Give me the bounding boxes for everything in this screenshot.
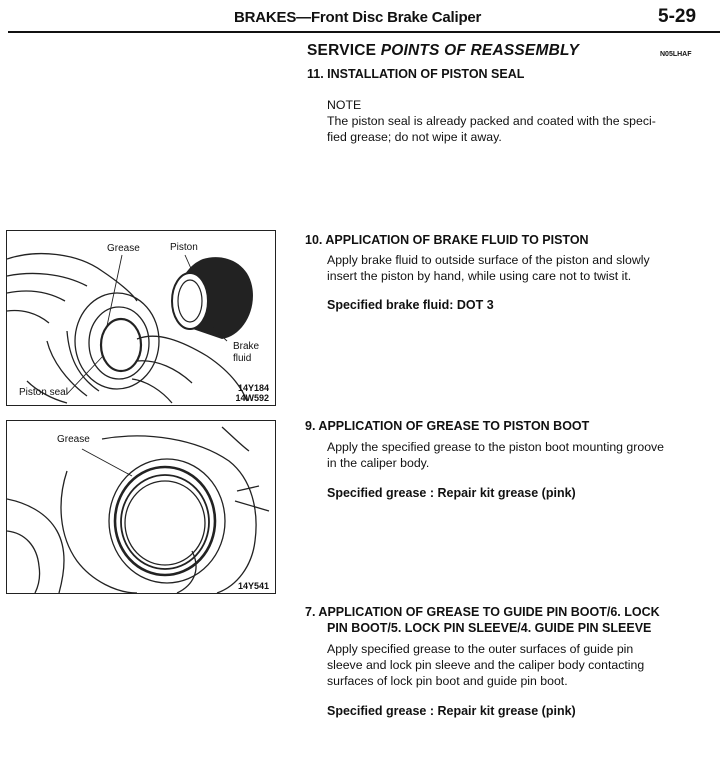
service-word: SERVICE [307, 42, 377, 59]
section-7-heading-line-2: PIN BOOT/5. LOCK PIN SLEEVE/4. GUIDE PIN SLEEVE [327, 621, 652, 635]
label-grease: Grease [107, 243, 140, 254]
label-piston: Piston [170, 242, 198, 253]
label-brake: Brake [233, 341, 260, 352]
section-10-heading: 10. APPLICATION OF BRAKE FLUID TO PISTON [305, 233, 589, 247]
service-points-title [307, 42, 579, 60]
section-7-spec: Specified grease : Repair kit grease (pink) [327, 704, 576, 718]
section-10-spec: Specified brake fluid: DOT 3 [327, 298, 494, 312]
figure-piston-insertion [6, 230, 276, 406]
header-rule [8, 31, 720, 33]
label-grease-boot: Grease [57, 434, 90, 445]
service-title-rest: POINTS OF REASSEMBLY [380, 42, 580, 59]
figure-code-14y184: 14Y184 [237, 383, 269, 393]
piston-insertion-illustration [7, 231, 275, 405]
section-7-heading-line-1: 7. APPLICATION OF GREASE TO GUIDE PIN BOOT/6. LOCK [305, 605, 660, 619]
section-11-body-line-2: fied grease; do not wipe it away. [327, 130, 502, 144]
section-9-body-line-1: Apply the specified grease to the piston boot mounting groove [327, 440, 665, 454]
figure-code-14y541: 14Y541 [237, 581, 269, 591]
service-code: N05LHAF [660, 51, 692, 58]
page-header-title: BRAKES—Front Disc Brake Caliper [234, 9, 482, 26]
figure-code-14w592: 14W592 [235, 393, 269, 403]
page-number: 5-29 [658, 6, 697, 27]
section-7-body-line-1: Apply specified grease to the outer surfaces of guide pin [327, 642, 634, 656]
section-10-body-line-1: Apply brake fluid to outside surface of the piston and slowly [327, 253, 650, 267]
section-9-spec: Specified grease : Repair kit grease (pink) [327, 486, 576, 500]
section-7-body-line-2: sleeve and lock pin sleeve and the caliper body contacting [327, 658, 645, 672]
figure-piston-boot-grease [6, 420, 276, 594]
label-fluid: fluid [233, 353, 252, 364]
section-10-body-line-2: insert the piston by hand, while using care not to twist it. [327, 269, 632, 283]
section-7-body-line-3: surfaces of lock pin boot and guide pin boot. [327, 674, 568, 688]
section-11-body-line-1: The piston seal is already packed and coated with the speci- [327, 114, 656, 128]
section-9-body-line-2: in the caliper body. [327, 456, 430, 470]
section-11-heading: 11. INSTALLATION OF PISTON SEAL [307, 67, 525, 81]
section-9-heading: 9. APPLICATION OF GREASE TO PISTON BOOT [305, 419, 590, 433]
piston-boot-illustration [7, 421, 275, 593]
section-11-note-label: NOTE [327, 98, 362, 112]
label-piston-seal: Piston seal [19, 387, 68, 398]
